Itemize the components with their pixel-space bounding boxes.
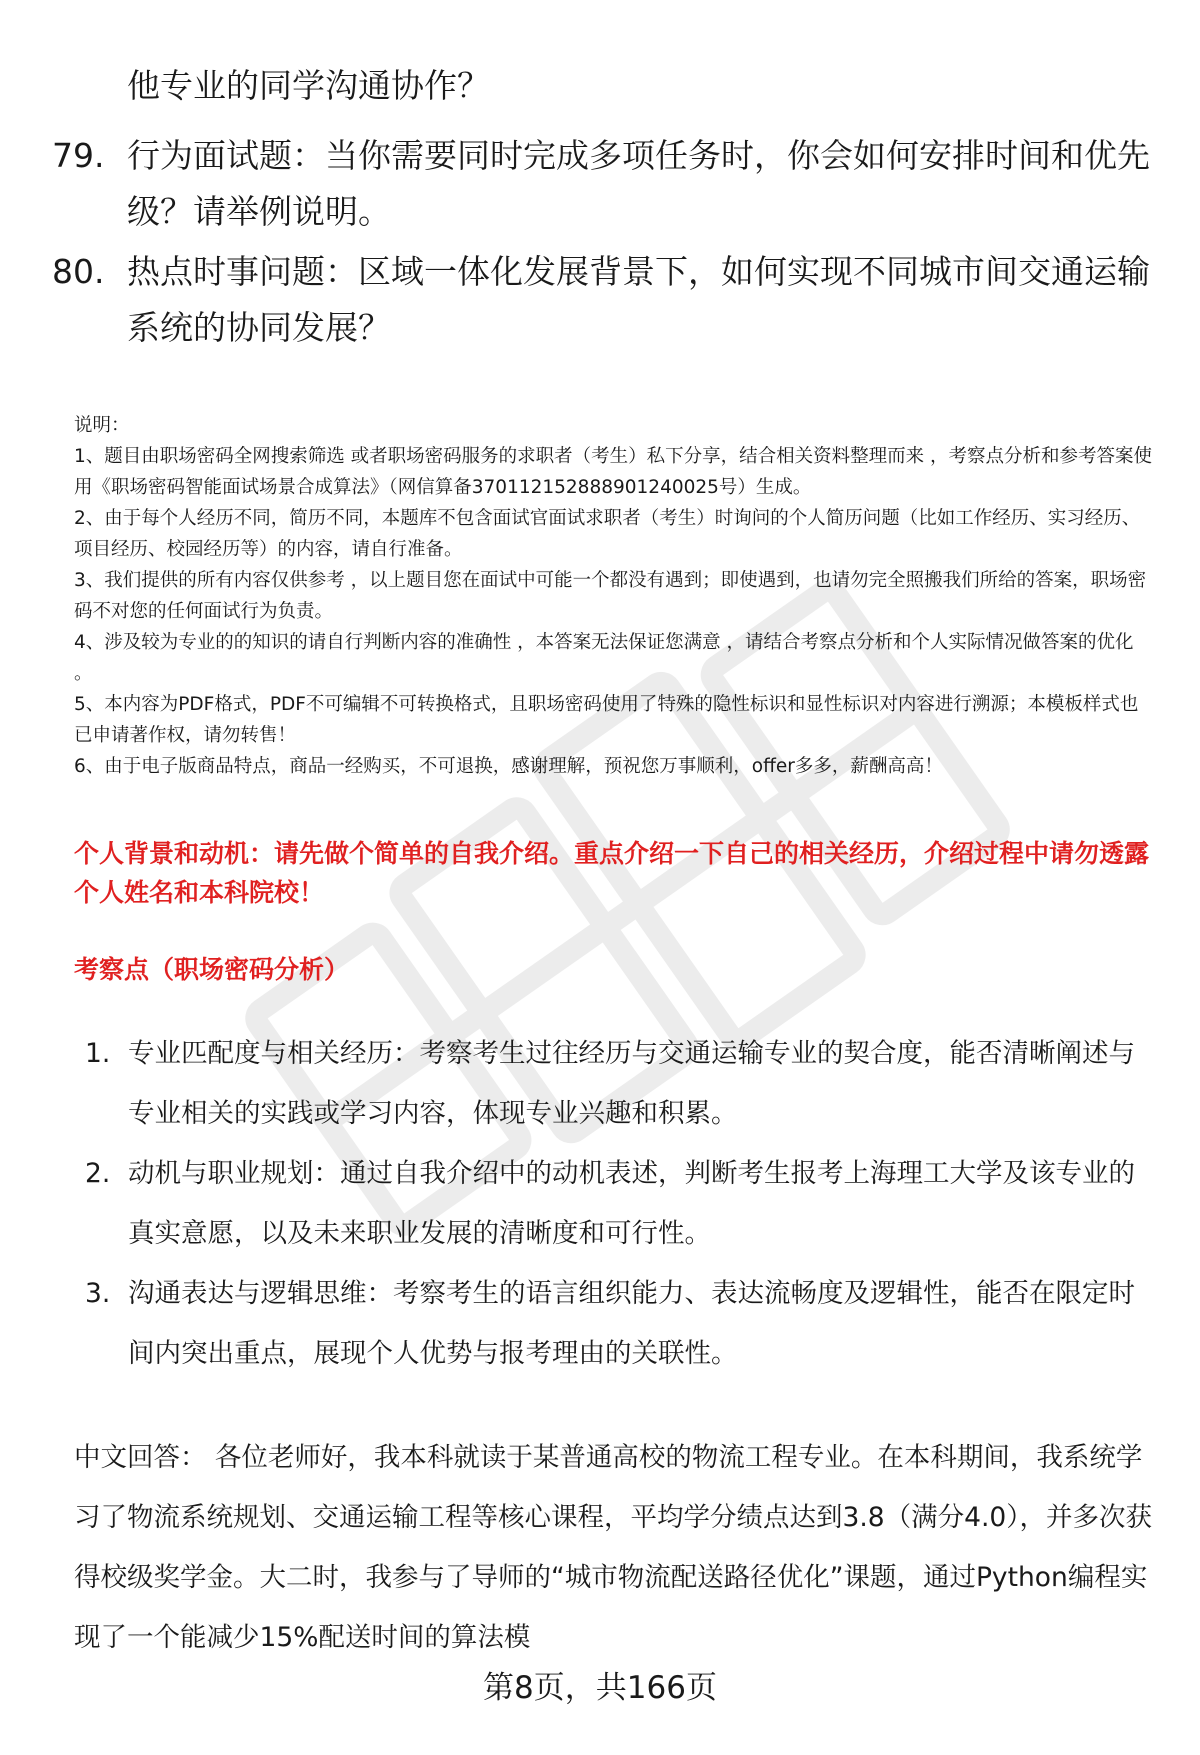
note-item: 1、题目由职场密码全网搜索筛选 或者职场密码服务的求职者（考生）私下分享，结合相关资料整理而来 ，考察点分析和参考答案使用《职场密码智能面试场景合成算法》（网信算备370112152888901240025号）生成。 — [74, 446, 1153, 498]
point-text: 沟通表达与逻辑思维：考察考生的语言组织能力、表达流畅度及逻辑性，能否在限定时间内突出重点，展现个人优势与报考理由的关联性。 — [128, 1278, 1135, 1369]
note-item: 3、我们提供的所有内容仅供参考 ，以上题目您在面试中可能一个都没有遇到；即使遇到，也请勿完全照搬我们所给的答案，职场密码不对您的任何面试行为负责。 — [74, 570, 1147, 622]
note-item: 4、涉及较为专业的的知识的请自行判断内容的准确性 ，本答案无法保证您满意 ，请结合考察点分析和个人实际情况做答案的优化 。 — [74, 632, 1134, 684]
notes-block — [74, 410, 1154, 782]
point-number: 2. — [85, 1158, 111, 1189]
question-80 — [52, 244, 1152, 356]
answer-paragraph: 中文回答： 各位老师好，我本科就读于某普通高校的物流工程专业。在本科期间，我系统学习了物流系统规划、交通运输工程等核心课程，平均学分绩点达到3.8（满分4.0），并多次获得校级奖学金。大二时，我参与了导师的“城市物流配送路径优化”课题，通过Python编程实现了一个能减少15%配送时间的算法模 — [74, 1442, 1153, 1653]
point-text: 专业匹配度与相关经历：考察考生过往经历与交通运输专业的契合度，能否清晰阐述与专业相关的实践或学习内容，体现专业兴趣和积累。 — [128, 1038, 1135, 1129]
section-question: 个人背景和动机：请先做个简单的自我介绍。重点介绍一下自己的相关经历，介绍过程中请勿透露个人姓名和本科院校！ — [74, 839, 1150, 907]
point-number: 3. — [85, 1278, 111, 1309]
point-number: 1. — [85, 1038, 111, 1069]
notes-title: 说明： — [74, 415, 130, 436]
question-number: 80. — [52, 252, 105, 291]
note-item: 5、本内容为PDF格式，PDF不可编辑不可转换格式，且职场密码使用了特殊的隐性标识和显性标识对内容进行溯源；本模板样式也已申请著作权，请勿转售！ — [74, 694, 1139, 746]
list-item — [74, 1264, 1154, 1384]
page-number: 第8页，共166页 — [483, 1670, 717, 1706]
section-points-title: 考察点（职场密码分析） — [74, 955, 350, 984]
question-text: 行为面试题：当你需要同时完成多项任务时，你会如何安排时间和优先级？请举例说明。 — [127, 136, 1150, 231]
points-list — [74, 1024, 1154, 1384]
list-item — [74, 1144, 1154, 1264]
question-text: 热点时事问题：区域一体化发展背景下，如何实现不同城市间交通运输系统的协同发展？ — [127, 252, 1150, 347]
continued-question-line: 他专业的同学沟通协作？ — [127, 66, 490, 105]
list-item — [74, 1024, 1154, 1144]
question-79 — [52, 128, 1152, 240]
point-text: 动机与职业规划：通过自我介绍中的动机表述，判断考生报考上海理工大学及该专业的真实意愿，以及未来职业发展的清晰度和可行性。 — [128, 1158, 1135, 1249]
note-item: 6、由于电子版商品特点，商品一经购买，不可退换，感谢理解，预祝您万事顺利，offer多多，薪酬高高！ — [74, 756, 943, 777]
question-number: 79. — [52, 136, 105, 175]
note-item: 2、由于每个人经历不同，简历不同，本题库不包含面试官面试求职者（考生）时询问的个人简历问题（比如工作经历、实习经历、项目经历、校园经历等）的内容，请自行准备。 — [74, 508, 1141, 560]
